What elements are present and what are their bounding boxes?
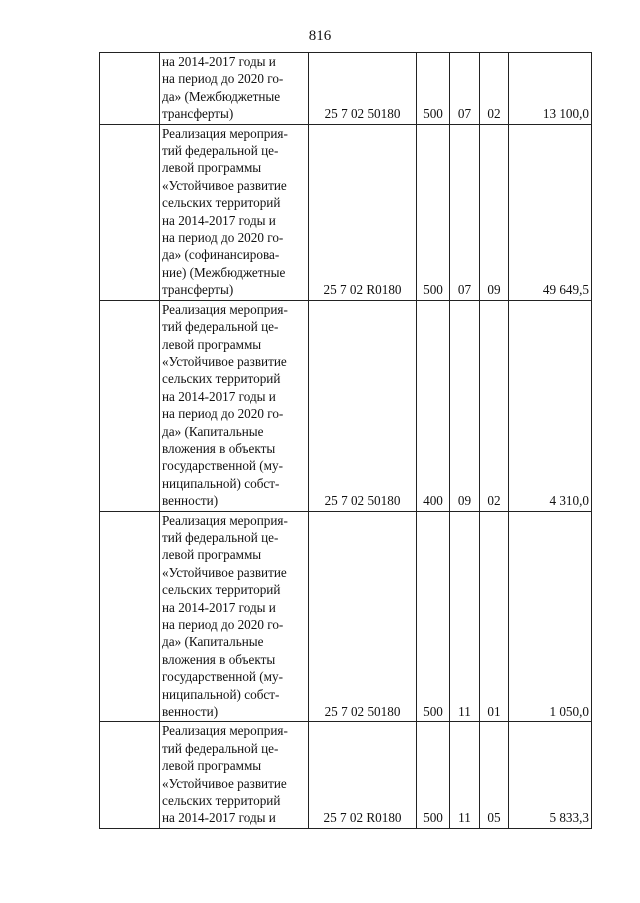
target-article-code: 25 7 02 R0180 <box>309 722 417 828</box>
subsection-code: 02 <box>480 300 509 511</box>
expense-name: Реализация мероприя- тий федеральной це- левой программы «Устойчивое развитие сельских территорий на 2014-2017 годы и на период до 2020 го- да» (Капитальные вложения в объекты государственной (му- ниципальной) собст- венности) <box>162 301 288 509</box>
table-row <box>100 124 592 300</box>
amount: 49 649,5 <box>509 124 592 300</box>
blank-cell <box>100 300 160 511</box>
expense-name: Реализация мероприя- тий федеральной це- левой программы «Устойчивое развитие сельских территорий на 2014-2017 годы и <box>162 723 288 826</box>
expense-name: Реализация мероприя- тий федеральной це- левой программы «Устойчивое развитие сельских территорий на 2014-2017 годы и на период до 2020 го- да» (Капитальные вложения в объекты государственной (му- ниципальной) собст- венности) <box>162 512 288 720</box>
section-code: 11 <box>450 511 480 722</box>
blank-cell <box>100 722 160 828</box>
budget-table <box>99 52 592 829</box>
expense-type-code: 500 <box>417 511 450 722</box>
expense-name-cell <box>160 53 309 125</box>
blank-cell <box>100 511 160 722</box>
target-article-code: 25 7 02 50180 <box>309 300 417 511</box>
table-row <box>100 511 592 722</box>
expense-name: Реализация мероприя- тий федеральной це- левой программы «Устойчивое развитие сельских территорий на 2014-2017 годы и на период до 2020 го- да» (софинансирова- ние) (Межбюджетные трансферты) <box>162 125 288 298</box>
expense-name-cell <box>160 511 309 722</box>
expense-type-code: 500 <box>417 124 450 300</box>
blank-cell <box>100 124 160 300</box>
target-article-code: 25 7 02 50180 <box>309 53 417 125</box>
subsection-code: 02 <box>480 53 509 125</box>
subsection-code: 05 <box>480 722 509 828</box>
expense-type-code: 400 <box>417 300 450 511</box>
target-article-code: 25 7 02 50180 <box>309 511 417 722</box>
table-row <box>100 300 592 511</box>
table-row <box>100 53 592 125</box>
amount: 13 100,0 <box>509 53 592 125</box>
section-code: 11 <box>450 722 480 828</box>
expense-name-cell <box>160 722 309 828</box>
expense-name-cell <box>160 300 309 511</box>
section-code: 09 <box>450 300 480 511</box>
amount: 5 833,3 <box>509 722 592 828</box>
blank-cell <box>100 53 160 125</box>
amount: 1 050,0 <box>509 511 592 722</box>
expense-type-code: 500 <box>417 53 450 125</box>
subsection-code: 09 <box>480 124 509 300</box>
amount: 4 310,0 <box>509 300 592 511</box>
section-code: 07 <box>450 53 480 125</box>
table-row <box>100 722 592 828</box>
section-code: 07 <box>450 124 480 300</box>
expense-name: на 2014-2017 годы и на период до 2020 го- да» (Межбюджетные трансферты) <box>162 54 284 122</box>
page-number: 816 <box>308 28 332 44</box>
subsection-code: 01 <box>480 511 509 722</box>
expense-name-cell <box>160 124 309 300</box>
target-article-code: 25 7 02 R0180 <box>309 124 417 300</box>
expense-type-code: 500 <box>417 722 450 828</box>
